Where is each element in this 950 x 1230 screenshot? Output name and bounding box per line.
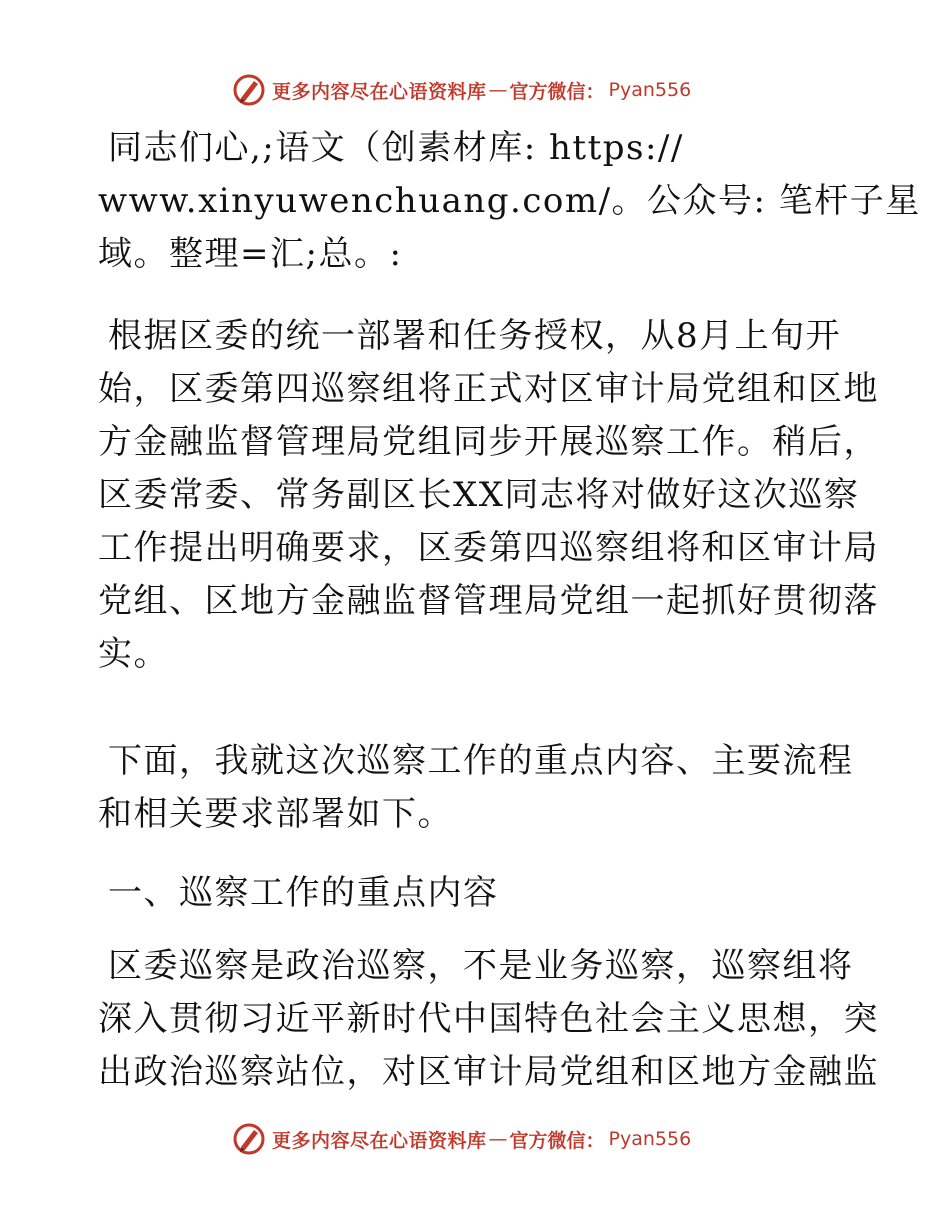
- watermark-dash: —: [488, 1128, 508, 1150]
- text-line: www.xinyuwenchuang.com/。公众号: 笔杆子星: [98, 181, 921, 221]
- text-line: 深入贯彻习近平新时代中国特色社会主义思想，突: [98, 999, 879, 1039]
- watermark-wechat-label: 官方微信：: [509, 1129, 605, 1152]
- paragraph-intro: [98, 122, 921, 281]
- paragraph-political-inspection: [98, 940, 879, 1099]
- text-line: 域。整理=汇;总。:: [98, 234, 403, 274]
- text-line: 实。: [98, 634, 169, 674]
- text-line: 一、巡察工作的重点内容: [108, 873, 499, 913]
- watermark-dash: —: [488, 79, 508, 101]
- text-line: 出政治巡察站位，对区审计局党组和区地方金融监: [98, 1052, 879, 1092]
- text-line: 区委常委、常务副区长XX同志将对做好这次巡察: [98, 475, 860, 515]
- pen-logo-icon: [232, 1122, 266, 1156]
- text-line: 党组、区地方金融监督管理局党组一起抓好贯彻落: [98, 581, 879, 621]
- text-line: 工作提出明确要求，区委第四巡察组将和区审计局: [98, 528, 879, 568]
- section-heading-1: [98, 867, 858, 920]
- watermark-wechat-id: Pyan556: [608, 1128, 692, 1150]
- watermark-wechat-id: Pyan556: [608, 79, 692, 101]
- text-line: 区委巡察是政治巡察，不是业务巡察，巡察组将: [108, 946, 854, 986]
- text-line: 下面，我就这次巡察工作的重点内容、主要流程: [108, 741, 854, 781]
- watermark-footer: [232, 1121, 691, 1157]
- text-line: 始，区委第四巡察组将正式对区审计局党组和区地: [98, 369, 879, 409]
- text-line: 根据区委的统一部署和任务授权，从8月上旬开: [108, 316, 842, 356]
- paragraph-deployment: [98, 310, 879, 681]
- text-line: 和相关要求部署如下。: [98, 794, 453, 834]
- text-line: 方金融监督管理局党组同步开展巡察工作。稍后，: [98, 422, 879, 462]
- text-line: 同志们心,;语文（创素材库: https://: [108, 128, 684, 168]
- watermark-text: 更多内容尽在心语资料库: [272, 80, 487, 103]
- watermark-text: 更多内容尽在心语资料库: [272, 1129, 487, 1152]
- watermark-wechat-label: 官方微信：: [509, 80, 605, 103]
- paragraph-overview: [98, 735, 858, 841]
